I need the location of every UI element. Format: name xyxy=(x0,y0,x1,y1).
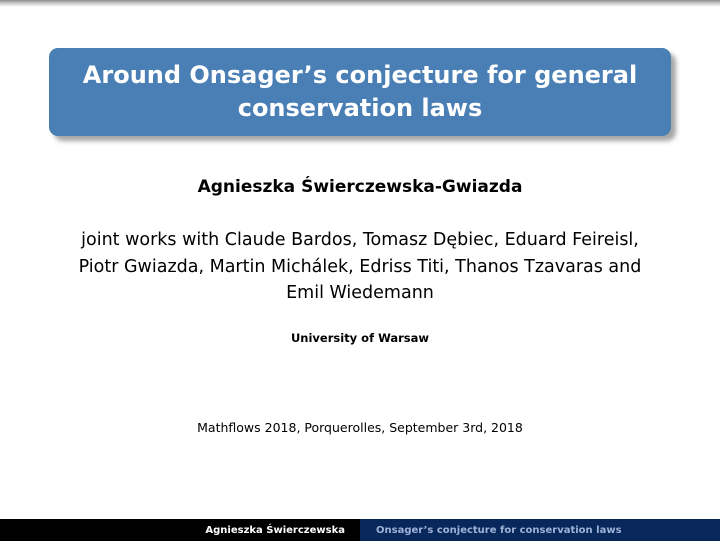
footer-author: Agnieszka Świerczewska xyxy=(0,519,360,541)
title-box xyxy=(49,48,671,136)
top-shade-bar xyxy=(0,0,720,7)
event-info: Mathflows 2018, Porquerolles, September 3rd, 2018 xyxy=(197,420,523,435)
coauthors-text: joint works with Claude Bardos, Tomasz Dębiec, Eduard Feireisl, Piotr Gwiazda, Martin Michálek, Edriss Titi, Thanos Tzavaras and Emil Wiedemann xyxy=(78,230,642,303)
author-name: Agnieszka Świerczewska-Gwiazda xyxy=(197,177,523,197)
institute-name: University of Warsaw xyxy=(290,331,430,345)
slide-title: Around Onsager’s conjecture for general conservation laws xyxy=(82,61,638,122)
footer-title: Onsager’s conjecture for conservation laws xyxy=(360,519,720,541)
footer-bar xyxy=(0,519,720,541)
